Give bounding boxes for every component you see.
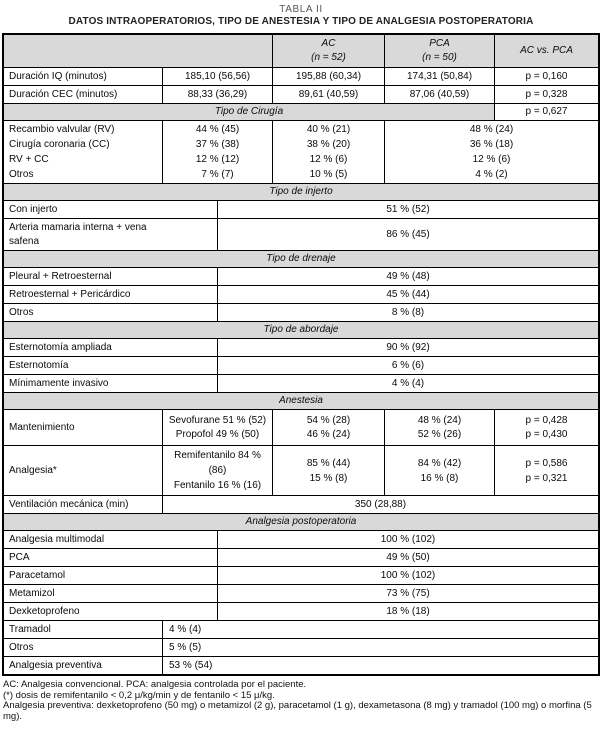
cell-pca bbox=[384, 121, 598, 183]
cell-ac bbox=[272, 410, 384, 445]
cell-value: 4 % (4) bbox=[162, 621, 598, 638]
row-con-injerto bbox=[4, 200, 598, 218]
row-label: Analgesia preventiva bbox=[9, 659, 102, 671]
row-label: Recambio valvular (RV) bbox=[9, 124, 115, 135]
value: 38 % (20) bbox=[306, 139, 351, 150]
row-label: Retroesternal + Pericárdico bbox=[9, 288, 131, 300]
cell-pca: 87,06 (40,59) bbox=[384, 86, 494, 103]
cell-value: 8 % (8) bbox=[217, 304, 598, 321]
table-title: DATOS INTRAOPERATORIOS, TIPO DE ANESTESIA Y TIPO DE ANALGESIA POSTOPERATORIA bbox=[68, 16, 534, 27]
cell-p-value: p = 0,627 bbox=[494, 104, 598, 120]
row-label: Esternotomía ampliada bbox=[9, 341, 112, 353]
value: 44 % (45) bbox=[195, 124, 240, 135]
cell-value: 49 % (50) bbox=[217, 549, 598, 566]
cell-ac bbox=[272, 446, 384, 495]
cell-value: 45 % (44) bbox=[217, 286, 598, 303]
cell-total: 88,33 (36,29) bbox=[162, 86, 272, 103]
cell-value: 86 % (45) bbox=[217, 219, 598, 250]
row-label: Cirugía coronaria (CC) bbox=[9, 139, 110, 150]
row-analgesia-multimodal bbox=[4, 530, 598, 548]
row-label: Analgesia* bbox=[9, 464, 57, 476]
row-esternotomia bbox=[4, 356, 598, 374]
row-label: Mínimamente invasivo bbox=[9, 377, 109, 389]
section-band-label: Tipo de drenaje bbox=[4, 251, 598, 267]
header-col-comparison bbox=[494, 35, 598, 67]
value: 12 % (12) bbox=[195, 154, 240, 165]
row-band-tipo-abordaje bbox=[4, 321, 598, 338]
section-band-label: Analgesia postoperatoria bbox=[4, 514, 598, 530]
table-header-row bbox=[4, 35, 598, 67]
cell-total bbox=[162, 410, 272, 445]
section-band-label: Tipo de injerto bbox=[4, 184, 598, 200]
header-col-pca bbox=[384, 35, 494, 67]
value: Fentanilo 16 % (16) bbox=[173, 480, 262, 491]
value: Propofol 49 % (50) bbox=[175, 428, 260, 440]
value: p = 0,586 bbox=[525, 457, 568, 469]
data-table bbox=[2, 33, 600, 676]
cell-p-value bbox=[494, 446, 598, 495]
value: 84 % (42) bbox=[417, 457, 462, 469]
row-label-cell bbox=[4, 219, 217, 250]
row-pca bbox=[4, 548, 598, 566]
value: 15 % (8) bbox=[309, 472, 348, 484]
cell-ac: 195,88 (60,34) bbox=[272, 68, 384, 85]
row-label: Pleural + Retroesternal bbox=[9, 270, 112, 282]
cell-total: 185,10 (56,56) bbox=[162, 68, 272, 85]
footnote-asterisk: (*) dosis de remifentanilo < 0,2 μ/kg/min y de fentanilo < 15 μ/kg. bbox=[3, 689, 275, 701]
cell-value: 53 % (54) bbox=[162, 657, 598, 674]
cell-ac: 89,61 (40,59) bbox=[272, 86, 384, 103]
row-label: Con injerto bbox=[9, 203, 58, 215]
row-pleural-retroesternal bbox=[4, 267, 598, 285]
value: 10 % (5) bbox=[309, 169, 348, 180]
row-label: Arteria mamaria interna + vena safena bbox=[9, 221, 147, 247]
cell-value: 90 % (92) bbox=[217, 339, 598, 356]
row-paracetamol bbox=[4, 566, 598, 584]
cell-pca: 174,31 (50,84) bbox=[384, 68, 494, 85]
value: p = 0,321 bbox=[525, 472, 568, 484]
row-arteria-mamaria bbox=[4, 218, 598, 250]
row-band-tipo-cirugia bbox=[4, 103, 598, 120]
row-dexketoprofeno bbox=[4, 602, 598, 620]
value: 12 % (6) bbox=[472, 154, 511, 165]
row-duracion-cec bbox=[4, 85, 598, 103]
table-footnotes bbox=[2, 676, 600, 724]
value: 48 % (24) bbox=[417, 414, 462, 426]
cell-ac bbox=[272, 121, 384, 183]
row-minimamente-invasivo bbox=[4, 374, 598, 392]
header-pca-n: (n = 50) bbox=[422, 52, 457, 63]
row-label: RV + CC bbox=[9, 154, 49, 165]
cell-value: 100 % (102) bbox=[217, 567, 598, 584]
table-number: TABLA II bbox=[279, 4, 323, 15]
row-ventilacion-mecanica bbox=[4, 495, 598, 513]
cell-p-value bbox=[494, 410, 598, 445]
header-col-ac bbox=[272, 35, 384, 67]
value: 40 % (21) bbox=[306, 124, 351, 135]
value: 16 % (8) bbox=[420, 472, 459, 484]
cell-p-value: p = 0,160 bbox=[494, 68, 598, 85]
cell-pca bbox=[384, 410, 494, 445]
row-label: Mantenimiento bbox=[9, 421, 75, 433]
value: 37 % (38) bbox=[195, 139, 240, 150]
row-label: Otros bbox=[9, 306, 34, 318]
row-band-anestesia bbox=[4, 392, 598, 409]
value: 12 % (6) bbox=[309, 154, 348, 165]
value: Sevofurane 51 % (52) bbox=[168, 414, 267, 426]
table-caption bbox=[2, 2, 600, 33]
section-band-label: Anestesia bbox=[4, 393, 598, 409]
cell-value: 49 % (48) bbox=[217, 268, 598, 285]
row-tramadol bbox=[4, 620, 598, 638]
row-label: Tramadol bbox=[9, 623, 51, 635]
row-band-tipo-drenaje bbox=[4, 250, 598, 267]
section-band-label: Tipo de abordaje bbox=[4, 322, 598, 338]
row-label: Ventilación mecánica (min) bbox=[9, 498, 129, 510]
value: 85 % (44) bbox=[306, 457, 351, 469]
header-comparison-label: AC vs. PCA bbox=[520, 45, 573, 56]
row-label: Metamizol bbox=[9, 587, 55, 599]
header-pca-name: PCA bbox=[429, 38, 450, 49]
row-band-tipo-injerto bbox=[4, 183, 598, 200]
row-label: Analgesia multimodal bbox=[9, 533, 105, 545]
row-label: Duración CEC (minutos) bbox=[9, 88, 118, 100]
value: 4 % (2) bbox=[475, 169, 508, 180]
value: 54 % (28) bbox=[306, 414, 351, 426]
cell-value: 51 % (52) bbox=[217, 201, 598, 218]
row-label: Dexketoprofeno bbox=[9, 605, 80, 617]
row-label: Otros bbox=[9, 641, 34, 653]
cell-value: 18 % (18) bbox=[217, 603, 598, 620]
value: p = 0,428 bbox=[525, 414, 568, 426]
row-retroesternal-pericardico bbox=[4, 285, 598, 303]
row-analgesia bbox=[4, 445, 598, 495]
header-ac-name: AC bbox=[321, 38, 336, 49]
row-esternotomia-ampliada bbox=[4, 338, 598, 356]
value: p = 0,430 bbox=[525, 428, 568, 440]
value: 36 % (18) bbox=[469, 139, 514, 150]
row-mantenimiento bbox=[4, 409, 598, 445]
row-label: Esternotomía bbox=[9, 359, 69, 371]
value: 48 % (24) bbox=[469, 124, 514, 135]
row-metamizol bbox=[4, 584, 598, 602]
row-label: PCA bbox=[9, 551, 30, 563]
value: Remifentanilo 84 % bbox=[174, 450, 261, 461]
cell-value: 73 % (75) bbox=[217, 585, 598, 602]
cell-value: 350 (28,88) bbox=[162, 496, 598, 513]
section-band-label: Tipo de Cirugía bbox=[4, 104, 494, 120]
value: 46 % (24) bbox=[306, 428, 351, 440]
cell-p-value: p = 0,328 bbox=[494, 86, 598, 103]
cell-pca bbox=[384, 446, 494, 495]
row-label: Otros bbox=[9, 169, 34, 180]
row-analgesia-preventiva bbox=[4, 656, 598, 674]
cell-total bbox=[162, 121, 272, 183]
value: 7 % (7) bbox=[201, 169, 234, 180]
row-otros bbox=[4, 638, 598, 656]
row-band-analgesia-postoperatoria bbox=[4, 513, 598, 530]
row-duracion-iq bbox=[4, 67, 598, 85]
row-label: Duración IQ (minutos) bbox=[9, 70, 107, 82]
cell-value: 5 % (5) bbox=[162, 639, 598, 656]
row-group-cirugia bbox=[4, 120, 598, 183]
row-drenaje-otros bbox=[4, 303, 598, 321]
cell-surgery-labels bbox=[4, 121, 162, 183]
value: 52 % (26) bbox=[417, 428, 462, 440]
header-empty-cell bbox=[4, 35, 272, 67]
value: (86) bbox=[208, 465, 227, 476]
cell-value: 100 % (102) bbox=[217, 531, 598, 548]
cell-value: 4 % (4) bbox=[217, 375, 598, 392]
footnote-analgesia-preventiva: Analgesia preventiva: dexketoprofeno (50 mg) o metamizol (2 g), paracetamol (1 g), dexametasona (8 mg) y tramadol (100 mg) o morfina (5 mg). bbox=[3, 700, 592, 722]
header-ac-n: (n = 52) bbox=[311, 52, 346, 63]
cell-value: 6 % (6) bbox=[217, 357, 598, 374]
footnote-abbreviations: AC: Analgesia convencional. PCA: analgesia controlada por el paciente. bbox=[3, 679, 307, 690]
cell-total bbox=[162, 446, 272, 495]
row-label: Paracetamol bbox=[9, 569, 66, 581]
